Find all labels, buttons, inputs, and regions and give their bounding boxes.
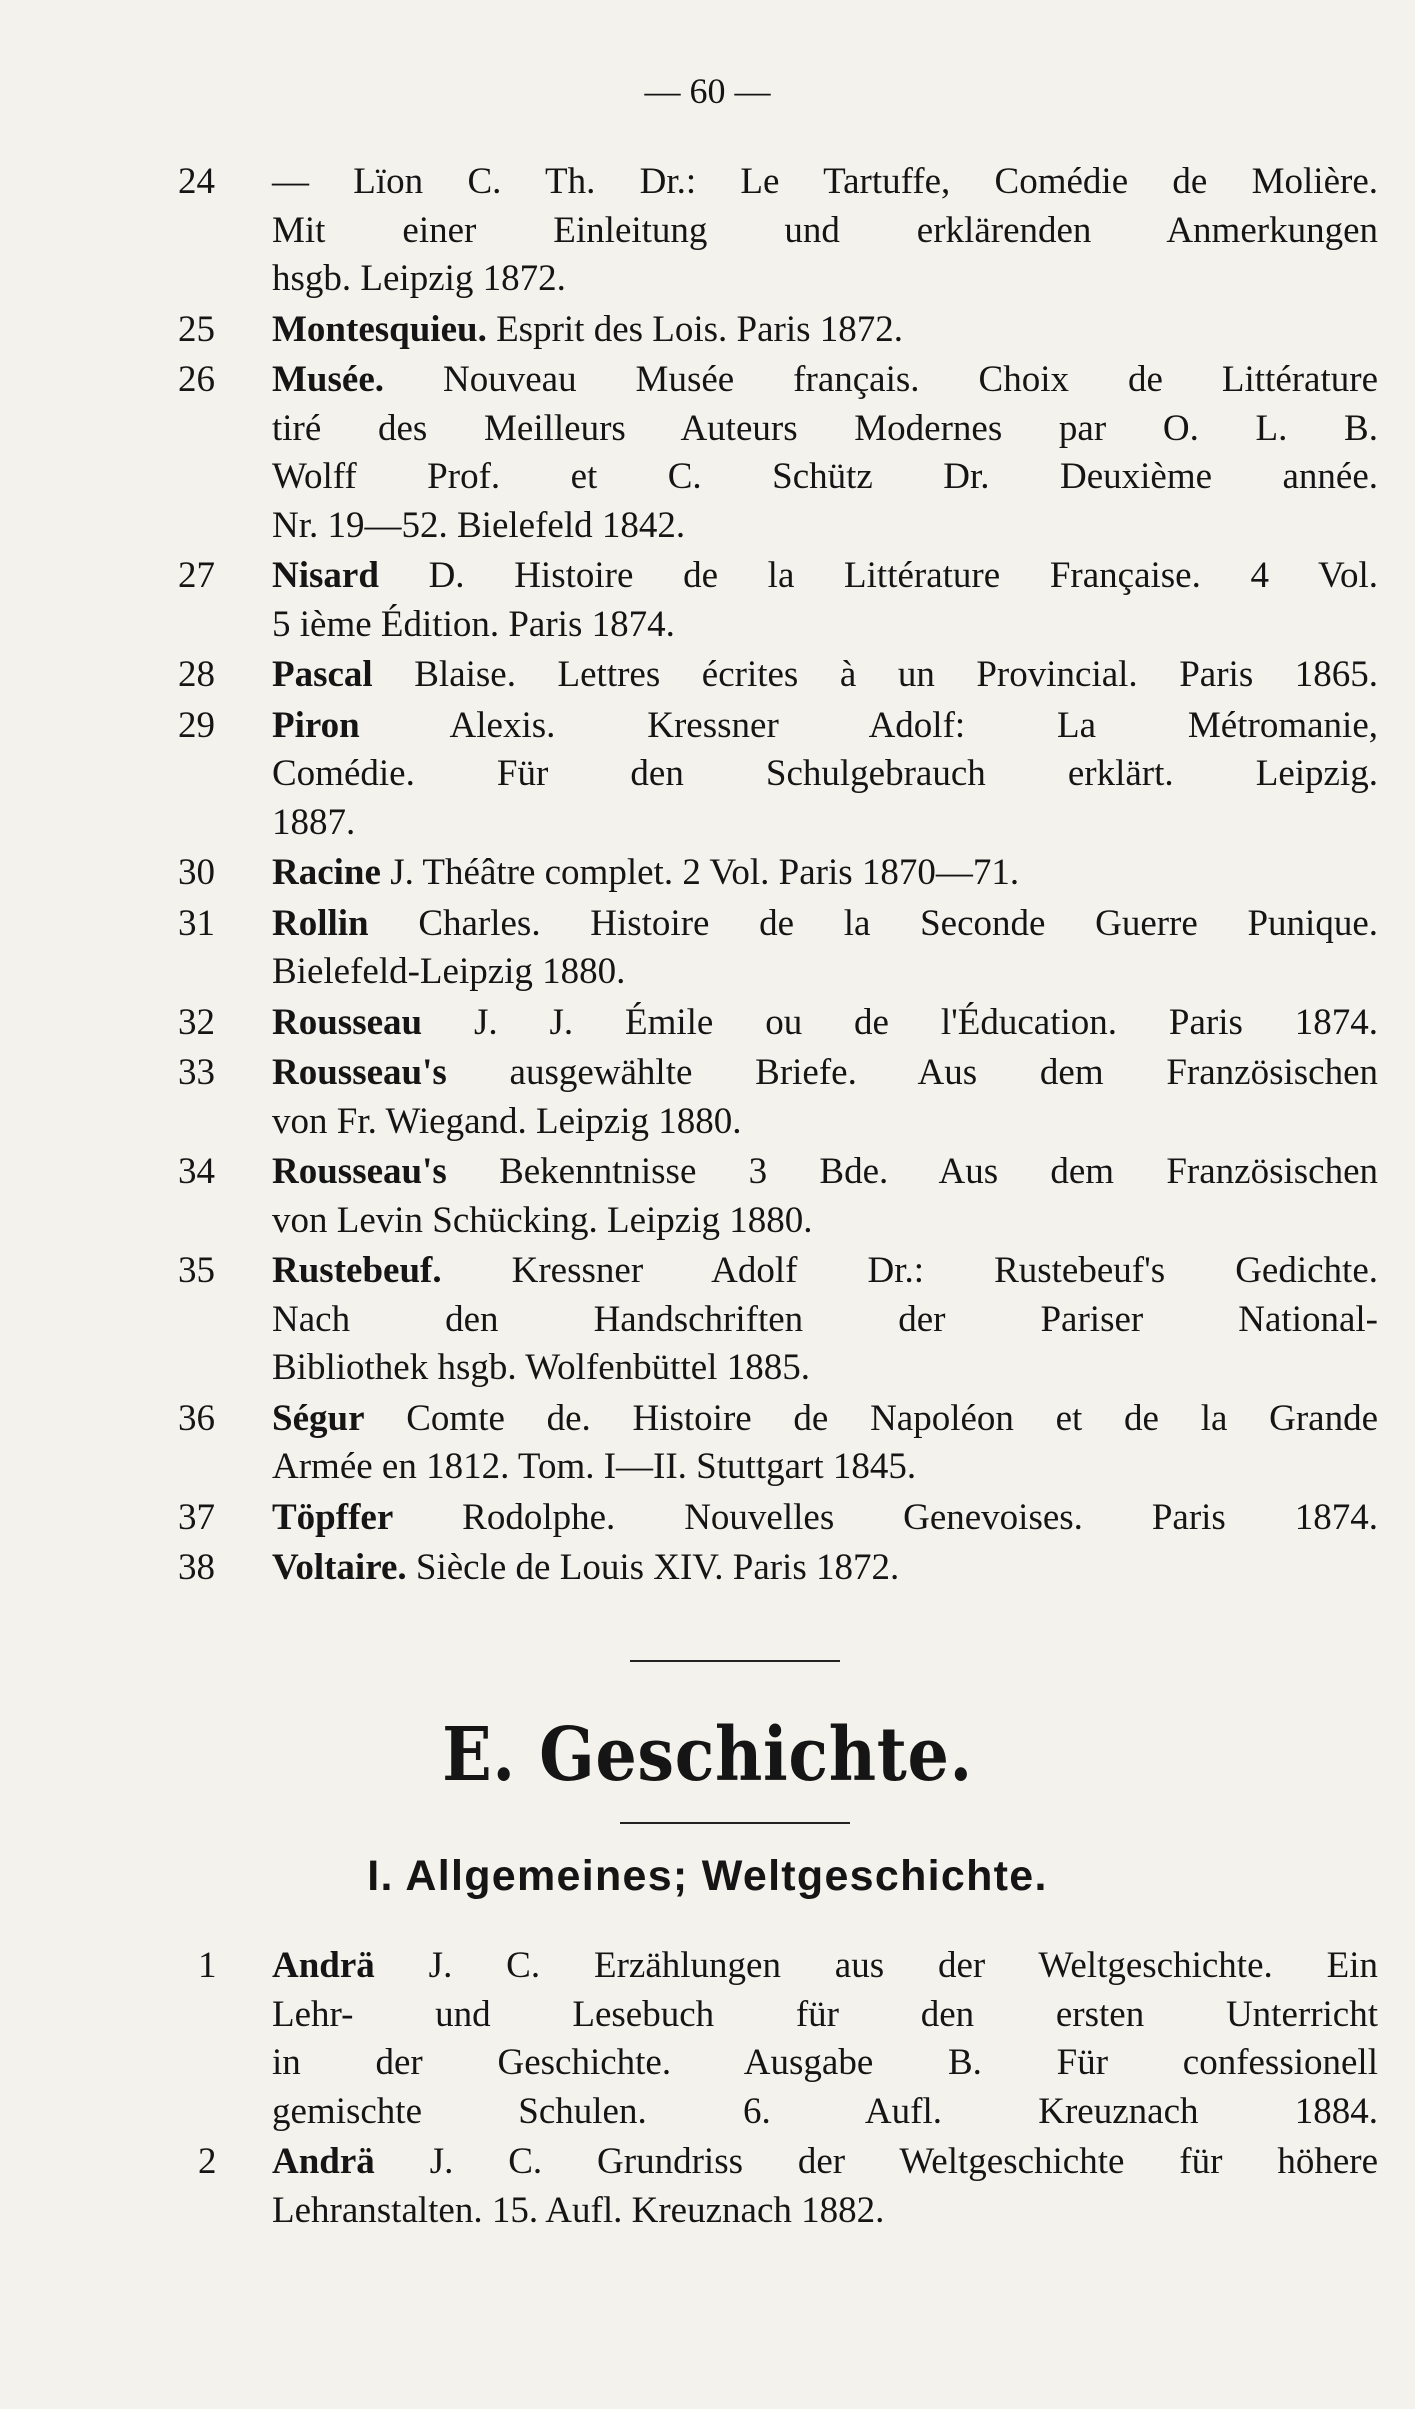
- entry-number: 26: [178, 359, 215, 400]
- entry-number: 36: [178, 1397, 215, 1439]
- entry-text: [272, 1049, 1378, 1146]
- list-item: [178, 1247, 1378, 1393]
- entry-line: — Lïon C. Th. Dr.: Le Tartuffe, Comédie de Molière.: [272, 161, 1378, 202]
- divider-rule: [630, 1660, 840, 1662]
- list-item: [178, 158, 1378, 304]
- entry-text: [272, 552, 1378, 649]
- entry-line: J. C. Grundriss der Weltgeschichte für höhere: [429, 2141, 1378, 2182]
- author-name: Nisard: [272, 555, 379, 596]
- list-item: [178, 1148, 1378, 1245]
- entry-line: Mit einer Einleitung und erklärenden Anmerkungen: [272, 209, 1378, 251]
- entry-line: Comédie. Für den Schulgebrauch erklärt. Leipzig.: [272, 753, 1378, 794]
- list-item: [178, 2138, 1378, 2235]
- bibliography-list: [178, 158, 1378, 1595]
- entry-number: 25: [178, 308, 215, 350]
- entry-text: [272, 900, 1378, 997]
- entry-number: 31: [178, 902, 215, 944]
- entry-line: Lehr- und Lesebuch für den ersten Unterricht: [272, 1993, 1378, 2035]
- entry-text: [272, 999, 1378, 1048]
- entry-text: [272, 1247, 1378, 1393]
- entry-text: [272, 1148, 1378, 1245]
- list-item: [178, 849, 1378, 898]
- entry-line: Esprit des Lois. Paris 1872.: [496, 308, 904, 350]
- list-item: [178, 1544, 1378, 1593]
- author-name: Rousseau's: [272, 1151, 447, 1192]
- entry-text: [272, 306, 1378, 355]
- entry-text: [272, 1395, 1378, 1492]
- entry-line: tiré des Meilleurs Auteurs Modernes par O. L. B.: [272, 407, 1378, 449]
- list-item: [178, 552, 1378, 649]
- list-item: [178, 306, 1378, 355]
- entry-line: Charles. Histoire de la Seconde Guerre Punique.: [418, 902, 1378, 944]
- list-item: [178, 999, 1378, 1048]
- author-name: Rustebeuf.: [272, 1250, 442, 1291]
- entry-number: 30: [178, 852, 215, 893]
- entry-text: [272, 2138, 1378, 2235]
- entry-number: 24: [178, 161, 215, 202]
- entry-number: 28: [178, 654, 215, 695]
- entry-line: Blaise. Lettres écrites à un Provincial. Paris 1865.: [414, 654, 1379, 695]
- entry-line: Nr. 19—52. Bielefeld 1842.: [272, 504, 686, 546]
- entry-line: D. Histoire de la Littérature Française. 4 Vol.: [428, 555, 1378, 596]
- entry-line: von Levin Schücking. Leipzig 1880.: [272, 1199, 813, 1241]
- entry-line: gemischte Schulen. 6. Aufl. Kreuznach 1884.: [272, 2090, 1378, 2132]
- entry-line: Nouveau Musée français. Choix de Littérature: [443, 359, 1379, 400]
- author-name: Montesquieu.: [272, 308, 487, 350]
- list-item: [178, 1395, 1378, 1492]
- entry-number: 37: [178, 1496, 215, 1538]
- author-name: Rollin: [272, 902, 369, 944]
- list-item: [178, 1049, 1378, 1146]
- entry-number: 32: [178, 1001, 215, 1043]
- entry-number: 1: [198, 1945, 217, 1986]
- entry-line: Kressner Adolf Dr.: Rustebeuf's Gedichte.: [511, 1250, 1379, 1291]
- entry-line: 5 ième Édition. Paris 1874.: [272, 603, 675, 645]
- entry-text: [272, 849, 1378, 898]
- entry-text: [272, 1494, 1378, 1543]
- list-item: [178, 651, 1378, 700]
- author-name: Töpffer: [272, 1496, 394, 1538]
- entry-line: J. C. Erzählungen aus der Weltgeschichte. Ein: [428, 1945, 1378, 1986]
- entry-line: Bekenntnisse 3 Bde. Aus dem Französischen: [499, 1151, 1379, 1192]
- entry-number: 2: [198, 2141, 217, 2182]
- subsection-heading: I. Allgemeines; Weltgeschichte.: [367, 1852, 1048, 1900]
- author-name: Rousseau's: [272, 1052, 447, 1093]
- entry-line: in der Geschichte. Ausgabe B. Für confessionell: [272, 2042, 1378, 2083]
- entry-line: Lehranstalten. 15. Aufl. Kreuznach 1882.: [272, 2189, 885, 2231]
- divider-rule: [620, 1822, 850, 1824]
- entry-line: Rodolphe. Nouvelles Genevoises. Paris 1874.: [462, 1496, 1378, 1538]
- entry-text: [272, 1942, 1378, 2136]
- entry-line: Wolff Prof. et C. Schütz Dr. Deuxième année.: [272, 456, 1378, 497]
- entry-line: J. Théâtre complet. 2 Vol. Paris 1870—71.: [390, 852, 1020, 893]
- entry-line: 1887.: [272, 801, 356, 843]
- entry-text: [272, 702, 1378, 848]
- author-name: Voltaire.: [272, 1547, 407, 1588]
- entry-line: Siècle de Louis XIV. Paris 1872.: [415, 1547, 900, 1588]
- entry-number: 27: [178, 555, 215, 596]
- author-name: Musée.: [272, 359, 384, 400]
- entry-line: ausgewählte Briefe. Aus dem Französischen: [509, 1052, 1379, 1093]
- entry-number: 29: [178, 704, 215, 746]
- entry-text: [272, 651, 1378, 700]
- entry-line: Armée en 1812. Tom. I—II. Stuttgart 1845.: [272, 1446, 917, 1487]
- author-name: Ségur: [272, 1397, 365, 1439]
- section-heading: E. Geschichte.: [442, 1712, 973, 1798]
- page-number: — 60 —: [644, 71, 771, 111]
- author-name: Andrä: [272, 1945, 375, 1986]
- author-name: Andrä: [272, 2141, 375, 2182]
- author-name: Piron: [272, 704, 360, 746]
- bibliography-list: [178, 1942, 1378, 2237]
- entry-line: von Fr. Wiegand. Leipzig 1880.: [272, 1100, 742, 1142]
- entry-number: 35: [178, 1250, 215, 1291]
- list-item: [178, 900, 1378, 997]
- author-name: Pascal: [272, 654, 373, 695]
- entry-line: Alexis. Kressner Adolf: La Métromanie,: [449, 704, 1378, 746]
- entry-line: Comte de. Histoire de Napoléon et de la Grande: [406, 1397, 1379, 1439]
- list-item: [178, 702, 1378, 848]
- entry-line: Bibliothek hsgb. Wolfenbüttel 1885.: [272, 1347, 810, 1388]
- entry-text: [272, 356, 1378, 550]
- list-item: [178, 1494, 1378, 1543]
- entry-line: J. J. Émile ou de l'Éducation. Paris 1874.: [473, 1001, 1378, 1043]
- author-name: Racine: [272, 852, 381, 893]
- entry-line: Bielefeld-Leipzig 1880.: [272, 951, 626, 992]
- entry-text: [272, 1544, 1378, 1593]
- author-name: Rousseau: [272, 1001, 423, 1043]
- entry-number: 38: [178, 1547, 215, 1588]
- entry-number: 33: [178, 1052, 215, 1093]
- list-item: [178, 1942, 1378, 2136]
- entry-line: Nach den Handschriften der Pariser National-: [272, 1298, 1378, 1340]
- entry-line: hsgb. Leipzig 1872.: [272, 258, 566, 299]
- entry-number: 34: [178, 1151, 215, 1192]
- list-item: [178, 356, 1378, 550]
- entry-text: [272, 158, 1378, 304]
